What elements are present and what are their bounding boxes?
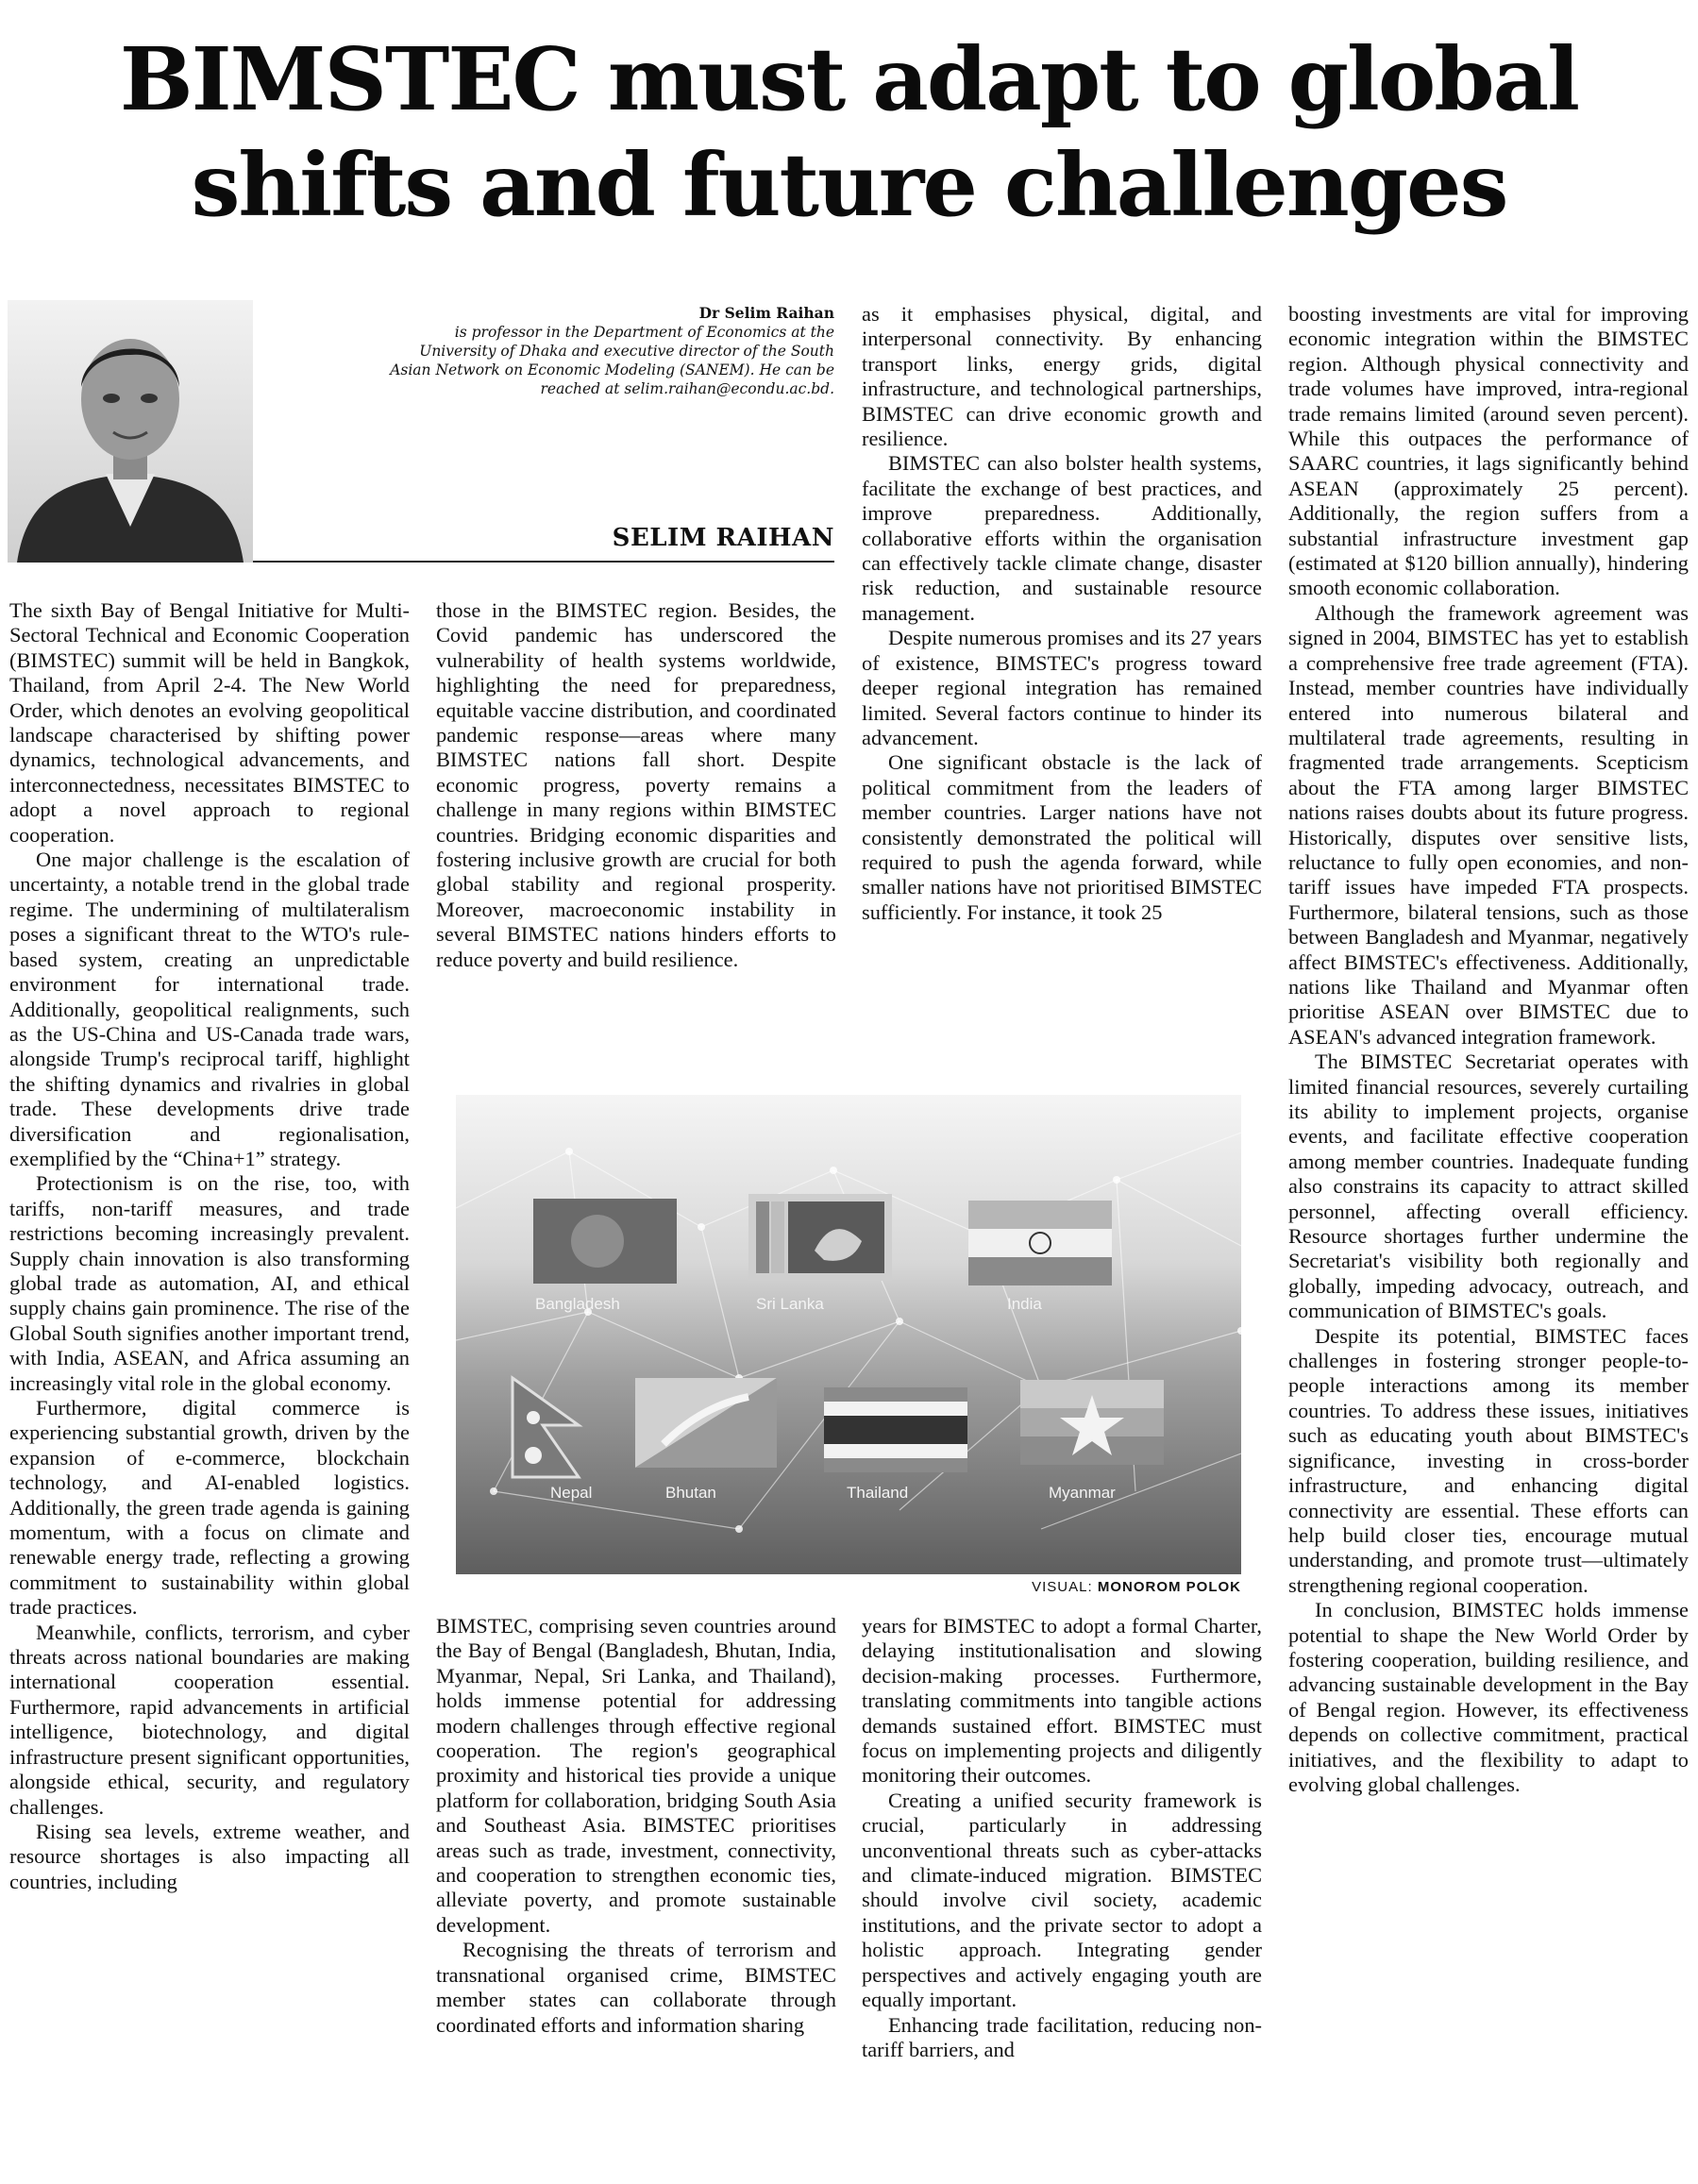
headline-line-1: BIMSTEC must adapt to global [119,28,1579,130]
paragraph: BIMSTEC, comprising seven countries around the Bay of Bengal (Bangladesh, Bhutan, India, Myanmar, Nepal, Sri Lanka, and Thailand), holds immense potential for addressing modern challenges through effective regional cooperation. The region's geographical proximity and historical ties provide a unique platform for collaboration, bridging South Asia and Southeast Asia. BIMSTEC prioritises areas such as trade, investment, connectivity, and cooperation to strengthen economic ties, alleviate poverty, and promote sustainable development. [436,1614,836,1937]
paragraph: those in the BIMSTEC region. Besides, the Covid pandemic has underscored the vulnerability of health systems worldwide, highlighting the need for preparedness, equitable vaccine distribution, and coordinated pandemic response—areas where many BIMSTEC nations fall short. Despite economic progress, poverty remains a challenge in many regions within BIMSTEC countries. Bridging economic disparities and fostering inclusive growth are crucial for both global stability and regional prosperity. Moreover, macroeconomic instability in several BIMSTEC nations hinders efforts to reduce poverty and build resilience. [436,598,836,971]
flag-label-thailand: Thailand [847,1484,909,1502]
paragraph: Despite its potential, BIMSTEC faces challenges in fostering stronger people-to-people interactions among its member countries. To address these issues, initiatives such as educating youth about BIMSTEC's significance, investing in cross-border infrastructure, and enhancing digital connectivity are essential. These efforts can help build closer ties, encourage mutual understanding, and promote trust—ultimately strengthening regional cooperation. [1288,1323,1689,1597]
bimstec-flags-visual [456,1095,1241,1574]
visual-credit-name: MONOROM POLOK [1097,1579,1241,1595]
paragraph: Protectionism is on the rise, too, with tariffs, non-tariff measures, and trade restrictions becoming increasingly prevalent. Supply chain innovation is also transforming global trade as automation, AI, and ethical supply chains gain prominence. The rise of the Global South signifies another important trend, with India, ASEAN, and Africa assuming an increasingly vital role in the global economy. [9,1171,410,1395]
paragraph: Enhancing trade facilitation, reducing non-tariff barriers, and [862,2012,1262,2061]
author-portrait [8,300,253,563]
paragraph: Meanwhile, conflicts, terrorism, and cyber threats across national boundaries are making international cooperation essential. Furthermore, rapid advancements in artificial intelligence, biotechnology, and digital infrastructure present significant opportunities, alongside ethical, security, and regulatory challenges. [9,1620,410,1819]
column-2-top [436,598,836,972]
author-bio: is professor in the Department of Economics at the University of Dhaka and executive director of the South Asian Network on Economic Modeling (SANEM). He can be reached at selim.raihan@econdu.ac.bd. [390,324,834,397]
paragraph: One significant obstacle is the lack of political commitment from the leaders of member countries. Larger nations have not consistently demonstrated the political will required to push the agenda forward, while smaller nations have not prioritised BIMSTEC sufficiently. For instance, it took 25 [862,750,1262,924]
visual-credit-prefix: VISUAL: [1032,1579,1093,1595]
paragraph: Despite numerous promises and its 27 years of existence, BIMSTEC's progress toward deeper regional integration has remained limited. Several factors continue to hinder its advancement. [862,626,1262,749]
author-rule [253,561,834,563]
paragraph: as it emphasises physical, digital, and interpersonal connectivity. By enhancing transport links, energy grids, digital infrastructure, and technological partnerships, BIMSTEC can drive economic growth and resilience. [862,302,1262,451]
headline-line-2: shifts and future challenges [191,134,1507,236]
paragraph: Although the framework agreement was signed in 2004, BIMSTEC has yet to establish a comprehensive free trade agreement (FTA). Instead, member countries have individually entered into numerous bilateral and multilateral trade agreements, resulting in fragmented trade arrangements. Scepticism about the FTA among larger BIMSTEC nations raises doubts about its future progress. Historically, disputes over sensitive lists, reluctance to fully open economies, and non-tariff issues have impeded FTA prospects. Furthermore, bilateral tensions, such as those between Bangladesh and Myanmar, negatively affect BIMSTEC's effectiveness. Additionally, nations like Thailand and Myanmar often prioritise ASEAN over BIMSTEC due to ASEAN's advanced integration framework. [1288,600,1689,1049]
paragraph: Creating a unified security framework is crucial, particularly in addressing unconventional threats such as cyber-attacks and climate-induced migration. BIMSTEC should involve civil society, academic institutions, and the private sector to adopt a holistic approach. Integrating gender perspectives and actively engaging youth are equally important. [862,1788,1262,2012]
flag-label-india: India [1007,1295,1042,1313]
flag-label-myanmar: Myanmar [1049,1484,1116,1502]
headline [0,26,1698,238]
paragraph: years for BIMSTEC to adopt a formal Charter, delaying institutionalisation and slowing decision-making processes. Furthermore, translating commitments into tangible actions demands sustained effort. BIMSTEC must focus on implementing projects and diligently monitoring their outcomes. [862,1614,1262,1788]
column-1 [9,598,410,1894]
paragraph: boosting investments are vital for improving economic integration within the BIMSTEC region. Although physical connectivity and trade volumes have improved, intra-regional trade remains limited (around seven percent). While this outpaces the performance of SAARC countries, it lags significantly behind ASEAN (approximately 25 percent). Additionally, the region suffers from a substantial infrastructure investment gap (estimated at $120 billion annually), hindering smooth economic collaboration. [1288,302,1689,600]
flag-label-bhutan: Bhutan [665,1484,716,1502]
author-byline [378,304,834,398]
paragraph: Rising sea levels, extreme weather, and resource shortages is also impacting all countries, including [9,1819,410,1893]
flag-label-nepal: Nepal [550,1484,593,1502]
flag-label-bangladesh: Bangladesh [535,1295,620,1313]
paragraph: Recognising the threats of terrorism and transnational organised crime, BIMSTEC member states can collaborate through coordinated efforts and information sharing [436,1938,836,2037]
paragraph: The sixth Bay of Bengal Initiative for Multi-Sectoral Technical and Economic Cooperation (BIMSTEC) summit will be held in Bangkok, Thailand, from April 2-4. The New World Order, which denotes an evolving geopolitical landscape characterised by shifting power dynamics, technological advancements, and interconnectedness, necessitates BIMSTEC to adopt a novel approach to regional cooperation. [9,598,410,847]
paragraph: Furthermore, digital commerce is experiencing substantial growth, driven by the expansion of e-commerce, blockchain technology, and AI-enabled logistics. Additionally, the green trade agenda is gaining momentum, with a focus on climate and renewable energy trade, reflecting a growing commitment to sustainability within global trade practices. [9,1396,410,1620]
author-name: Dr Selim Raihan [698,304,834,322]
column-3-bottom [862,1614,1262,2062]
author-caps: SELIM RAIHAN [612,524,834,552]
paragraph: One major challenge is the escalation of uncertainty, a notable trend in the global trade regime. The undermining of multilateralism poses a significant threat to the WTO's rule-based system, creating an unpredictable environment for international trade. Additionally, geopolitical realignments, such as the US-China and US-Canada trade wars, alongside Trump's reciprocal tariff, highlight the shifting dynamics and rivalries in global trade. These developments drive trade diversification and regionalisation, exemplified by the “China+1” strategy. [9,848,410,1170]
paragraph: In conclusion, BIMSTEC holds immense potential to shape the New World Order by fostering cooperation, building resilience, and advancing sustainable development in the Bay of Bengal region. However, its effectiveness depends on collective commitment, practical initiatives, and the flexibility to adapt to evolving global challenges. [1288,1598,1689,1796]
paragraph: BIMSTEC can also bolster health systems, facilitate the exchange of best practices, and improve preparedness. Additionally, collaborative efforts within the organisation can effectively tackle climate change, disaster risk reduction, and sustainable resource management. [862,451,1262,625]
paragraph: The BIMSTEC Secretariat operates with limited financial resources, severely curtailing its ability to implement projects, organise events, and facilitate effective cooperation among member countries. Inadequate funding also constrains its capacity to attract skilled personnel, affecting overall efficiency. Resource shortages further undermine the Secretariat's visibility both regionally and globally, impeding advocacy, outreach, and communication of BIMSTEC's goals. [1288,1050,1689,1323]
flag-label-sri-lanka: Sri Lanka [756,1295,824,1313]
column-4 [1288,302,1689,1797]
visual-credit [849,1579,1241,1595]
column-2-bottom [436,1614,836,2038]
column-3-top [862,302,1262,925]
